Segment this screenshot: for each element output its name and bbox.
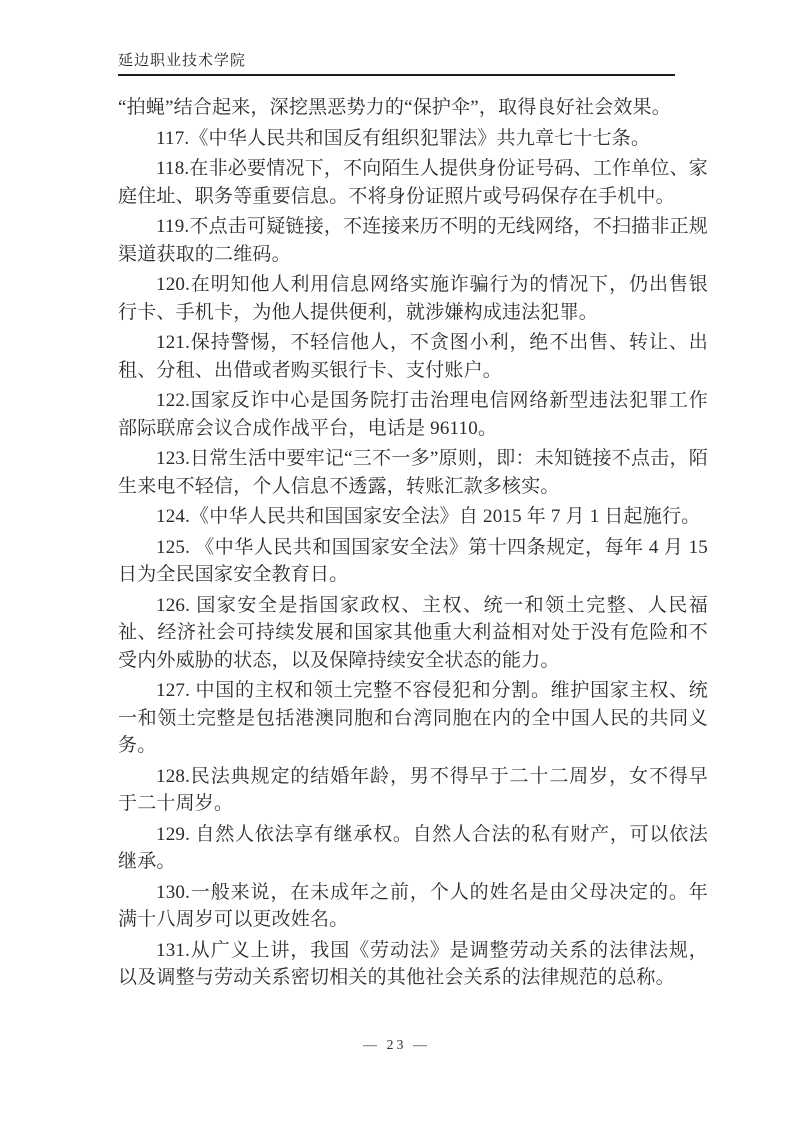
page-header (118, 52, 675, 76)
paragraph-item: 127. 中国的主权和领土完整不容侵犯和分割。维护国家主权、统一和领土完整是包括港澳同胞和台湾同胞在内的全中国人民的共同义务。 (118, 680, 708, 756)
paragraph-item: 129. 自然人依法享有继承权。自然人合法的私有财产，可以依法继承。 (118, 823, 708, 872)
paragraph-item: 128.民法典规定的结婚年龄，男不得早于二十二周岁，女不得早于二十周岁。 (118, 765, 708, 814)
header-rule (118, 74, 675, 76)
paragraph-item: 123.日常生活中要牢记“三不一多”原则，即：未知链接不点击，陌生来电不轻信，个人信息不透露，转账汇款多核实。 (118, 448, 708, 497)
paragraph-item: 131.从广义上讲，我国《劳动法》是调整劳动关系的法律法规，以及调整与劳动关系密切相关的其他社会关系的法律规范的总称。 (118, 939, 708, 988)
page-number: — 23 — (363, 1038, 430, 1053)
page-footer (0, 1036, 793, 1054)
paragraph-item: 120.在明知他人利用信息网络实施诈骗行为的情况下，仍出售银行卡、手机卡，为他人提供便利，就涉嫌构成违法犯罪。 (118, 274, 708, 323)
paragraph-item: 126. 国家安全是指国家政权、主权、统一和领土完整、人民福祉、经济社会可持续发展和国家其他重大利益相对处于没有危险和不受内外威胁的状态，以及保障持续安全状态的能力。 (118, 594, 708, 671)
header-school-name: 延边职业技术学院 (118, 53, 247, 69)
paragraph-item: 122.国家反诈中心是国务院打击治理电信网络新型违法犯罪工作部际联席会议合成作战平台，电话是 96110。 (118, 390, 708, 439)
document-body (118, 94, 708, 995)
numbered-paragraph-list (118, 125, 708, 992)
paragraph-item: 125. 《中华人民共和国国家安全法》第十四条规定，每年 4 月 15 日为全民国家安全教育日。 (118, 536, 708, 585)
paragraph-item: 124.《中华人民共和国国家安全法》自 2015 年 7 月 1 日起施行。 (156, 506, 701, 527)
paragraph-continuation: “拍蝇”结合起来，深挖黑恶势力的“保护伞”，取得良好社会效果。 (118, 97, 671, 118)
paragraph-item: 121.保持警惕，不轻信他人，不贪图小利，绝不出售、转让、出租、分租、出借或者购买银行卡、支付账户。 (118, 332, 708, 381)
paragraph-item: 117.《中华人民共和国反有组织犯罪法》共九章七十七条。 (156, 127, 651, 149)
paragraph-item: 130.一般来说，在未成年之前，个人的姓名是由父母决定的。年满十八周岁可以更改姓名。 (118, 881, 708, 930)
paragraph-item: 119.不点击可疑链接，不连接来历不明的无线网络，不扫描非正规渠道获取的二维码。 (118, 216, 708, 265)
paragraph-item: 118.在非必要情况下，不向陌生人提供身份证号码、工作单位、家庭住址、职务等重要信息。不将身份证照片或号码保存在手机中。 (118, 158, 708, 207)
